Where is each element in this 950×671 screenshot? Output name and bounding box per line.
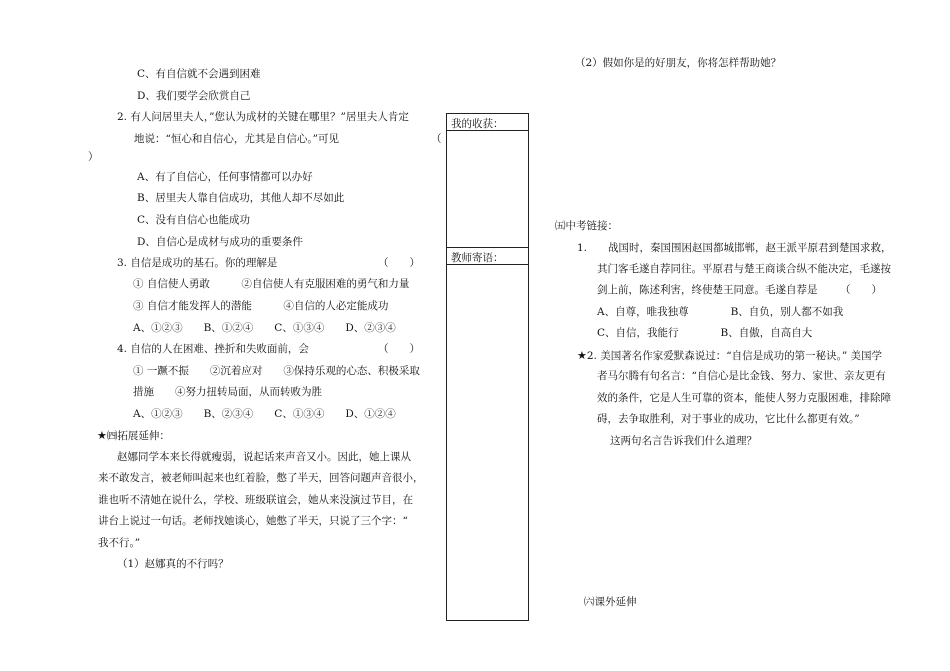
- my-gains-label: 我的收获：: [451, 118, 504, 130]
- q4-stem: 4. 自信的人在困难、挫折和失败面前，会: [117, 343, 309, 355]
- q1-option-d: D、我们要学会欣赏自己: [137, 90, 251, 102]
- q2-option-d: D、自信心是成材与成功的重要条件: [137, 236, 303, 248]
- q3-stem: 3. 自信是成功的基石。你的理解是: [117, 257, 278, 269]
- q3-bracket: （ ）: [378, 257, 420, 269]
- sub-question-1: （1）赵娜真的不行吗？: [117, 558, 229, 570]
- q2-option-b: B、居里夫人靠自信成功，其他人却不尽如此: [137, 192, 345, 204]
- exam-q2-line1-text: 2. 美国著名作家爱默森说过：“自信是成功的第一秘诀。” 美国学: [586, 350, 883, 362]
- story-line-2: 来不敢发言，被老师叫起来也红着脸，憋了半天，回答问题声音很小，: [98, 472, 424, 484]
- exam-q2-line1: [577, 349, 882, 363]
- exam-q1-bracket: （ ）: [840, 284, 882, 296]
- exam-q1-line2: 其门客毛遂自荐同往。平原君与楚王商谈合纵不能决定，毛遂按: [597, 263, 891, 275]
- star-icon: ★: [577, 349, 587, 362]
- extension-title: ㈣拓展延伸：: [106, 430, 170, 442]
- exam-q1-line1: 1. 战国时，秦国围困赵国都城邯郸，赵王派平原君到楚国求救，: [577, 242, 892, 254]
- q4-bracket: （ ）: [378, 343, 420, 355]
- story-line-4: 讲台上说过一句话。老师找她谈心，她憋了半天，只说了三个字：“: [98, 515, 408, 527]
- outside-extension-title: ㈥课外延伸: [584, 596, 637, 608]
- teacher-message-divider: [447, 264, 528, 265]
- q3-statements-row1: ① 自信使人勇敢 ②自信使人有克服困难的勇气和力量: [133, 278, 410, 290]
- story-line-1: 赵娜同学本来长得就瘦弱，说起话来声音又小。因此，她上课从: [117, 451, 411, 463]
- exam-q1-line3: 剑上前，陈述利害，终使楚王同意。毛遂自荐是: [597, 284, 818, 296]
- q2-stem-line1: 2. 有人问居里夫人，”您认为成材的关键在哪里？”居里夫人肯定: [117, 111, 409, 123]
- q1-option-c: C、有自信就不会遇到困难: [137, 68, 261, 80]
- q4-statements-row1: ① 一蹶不振 ②沉着应对 ③保持乐观的心态、积极采取: [133, 365, 420, 377]
- exam-q1-options-cd: C、自信，我能行 B、自傲，自高自大: [597, 327, 813, 339]
- my-gains-divider: [447, 130, 528, 131]
- exam-link-title: ㈤中考链接：: [555, 220, 618, 232]
- exam-q2-line2: 者马尔腾有句名言：“自信心是比金钱、努力、家世、亲友更有: [597, 370, 886, 382]
- teacher-message-box[interactable]: [446, 247, 529, 621]
- exam-q2-line4: 碍，去争取胜利，对于事业的成功，它比什么都更有效。”: [597, 413, 860, 425]
- exam-q2-question: 这两句名言告诉我们什么道理？: [610, 435, 757, 447]
- q4-statements-row2: 措施 ④努力扭转局面，从而转败为胜: [133, 386, 322, 398]
- q2-option-c: C、没有自信心也能成功: [137, 214, 251, 226]
- q2-bracket-open: （: [431, 133, 442, 145]
- exam-q2-line3: 效的条件，它是人生可靠的资本，能使人努力克服困难，排除障: [597, 392, 891, 404]
- q2-stem-line2: 地说：“恒心和自信心，尤其是自信心。”可见: [134, 133, 339, 145]
- q2-option-a: A、有了自信心，任何事情都可以办好: [137, 171, 313, 183]
- star-icon: ★: [97, 429, 107, 442]
- exam-q1-options-ab: A、自尊，唯我独尊 B、自负，别人都不如我: [597, 306, 844, 318]
- my-gains-box[interactable]: [446, 113, 529, 248]
- q3-statements-row2: ③ 自信才能发挥人的潜能 ④自信的人必定能成功: [133, 300, 389, 312]
- q2-bracket-close: ）: [88, 151, 99, 163]
- story-line-3: 谁也听不清她在说什么，学校、班级联谊会，她从来没演过节目，在: [98, 494, 413, 506]
- q3-choices: A、①②③ B、①②④ C、①③④ D、②③④: [133, 322, 396, 334]
- teacher-message-label: 教师寄语：: [451, 252, 504, 264]
- q4-choices: A、①②③ B、②③④ C、①③④ D、①②④: [133, 408, 396, 420]
- story-line-5: 我不行。”: [98, 537, 141, 549]
- sub-question-2: （2）假如你是的好朋友，你将怎样帮助她？: [575, 57, 782, 69]
- extension-heading: [97, 429, 170, 443]
